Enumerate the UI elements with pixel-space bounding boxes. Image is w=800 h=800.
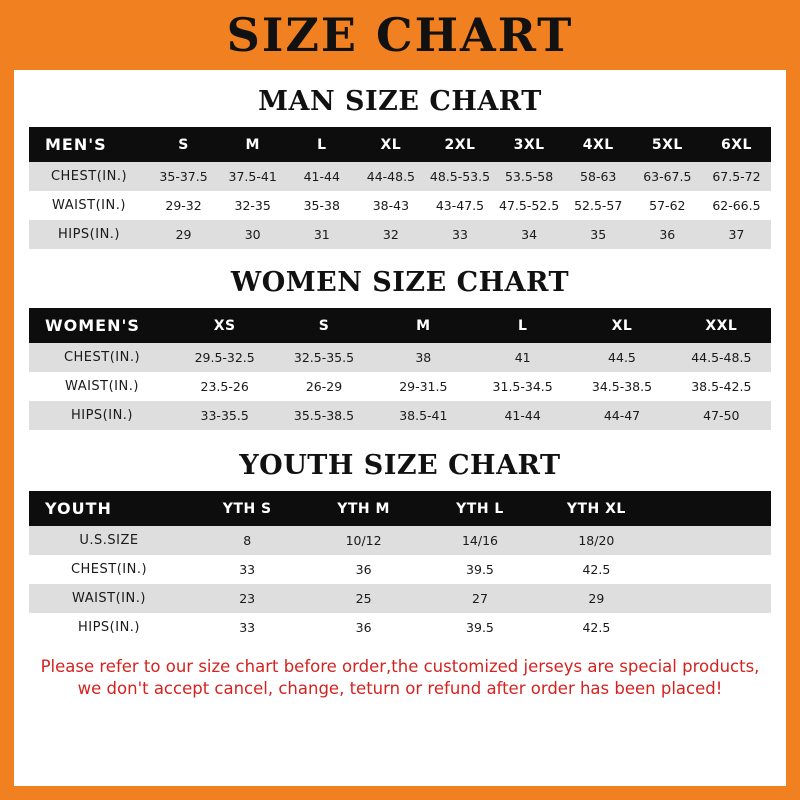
cell: 35-37.5	[149, 162, 218, 191]
cell: 35	[564, 220, 633, 249]
cell: 37	[702, 220, 771, 249]
cell: 33-35.5	[175, 401, 274, 430]
cell: 47-50	[672, 401, 771, 430]
cell: 38.5-41	[374, 401, 473, 430]
column-header: 4XL	[564, 127, 633, 162]
cell: 26-29	[274, 372, 373, 401]
cell: 29-31.5	[374, 372, 473, 401]
cell: 38-43	[356, 191, 425, 220]
column-header: 6XL	[702, 127, 771, 162]
cell: 41-44	[473, 401, 572, 430]
cell-spacer	[655, 613, 771, 642]
table-row	[29, 372, 771, 401]
table-row	[29, 613, 771, 642]
cell: 44-47	[572, 401, 671, 430]
column-header: M	[218, 127, 287, 162]
column-header: S	[274, 308, 373, 343]
cell: 29-32	[149, 191, 218, 220]
cell-spacer	[655, 526, 771, 555]
chart-content	[14, 86, 786, 701]
row-label: HIPS(IN.)	[29, 220, 149, 249]
column-header: 3XL	[495, 127, 564, 162]
row-label: HIPS(IN.)	[29, 613, 189, 642]
cell: 14/16	[422, 526, 538, 555]
column-header: YTH S	[189, 491, 305, 526]
cell: 53.5-58	[495, 162, 564, 191]
column-header: MEN'S	[29, 127, 149, 162]
row-label: WAIST(IN.)	[29, 372, 175, 401]
cell: 41	[473, 343, 572, 372]
cell: 62-66.5	[702, 191, 771, 220]
table-header-row	[29, 127, 771, 162]
cell: 57-62	[633, 191, 702, 220]
cell: 58-63	[564, 162, 633, 191]
column-header: YTH M	[305, 491, 421, 526]
page-title: SIZE CHART	[226, 8, 574, 62]
table-row	[29, 191, 771, 220]
man-size-table	[29, 127, 771, 249]
cell: 63-67.5	[633, 162, 702, 191]
youth-section-title: YOUTH SIZE CHART	[239, 450, 561, 481]
cell: 32-35	[218, 191, 287, 220]
cell: 23	[189, 584, 305, 613]
column-header: WOMEN'S	[29, 308, 175, 343]
cell: 23.5-26	[175, 372, 274, 401]
row-label: U.S.SIZE	[29, 526, 189, 555]
table-row	[29, 401, 771, 430]
table-row	[29, 555, 771, 584]
cell: 33	[189, 555, 305, 584]
cell: 39.5	[422, 613, 538, 642]
cell: 52.5-57	[564, 191, 633, 220]
table-header-row	[29, 491, 771, 526]
header-banner	[0, 0, 800, 70]
cell: 41-44	[287, 162, 356, 191]
table-row	[29, 584, 771, 613]
row-label: CHEST(IN.)	[29, 162, 149, 191]
cell: 10/12	[305, 526, 421, 555]
cell: 36	[305, 555, 421, 584]
cell: 32	[356, 220, 425, 249]
cell: 34	[495, 220, 564, 249]
row-label: CHEST(IN.)	[29, 555, 189, 584]
man-section-title: MAN SIZE CHART	[258, 86, 542, 117]
cell: 31	[287, 220, 356, 249]
cell: 36	[633, 220, 702, 249]
table-row	[29, 343, 771, 372]
cell: 39.5	[422, 555, 538, 584]
footer-note-line-2: we don't accept cancel, change, teturn or refund after order has been placed!	[77, 679, 723, 699]
column-header: XL	[356, 127, 425, 162]
column-header: YTH XL	[538, 491, 654, 526]
row-label: HIPS(IN.)	[29, 401, 175, 430]
table-row	[29, 220, 771, 249]
cell: 67.5-72	[702, 162, 771, 191]
row-label: WAIST(IN.)	[29, 584, 189, 613]
cell: 32.5-35.5	[274, 343, 373, 372]
row-label: CHEST(IN.)	[29, 343, 175, 372]
column-header: YOUTH	[29, 491, 189, 526]
cell: 35-38	[287, 191, 356, 220]
column-header: S	[149, 127, 218, 162]
cell-spacer	[655, 555, 771, 584]
cell: 30	[218, 220, 287, 249]
table-row	[29, 526, 771, 555]
table-row	[29, 162, 771, 191]
column-header: YTH L	[422, 491, 538, 526]
column-header: M	[374, 308, 473, 343]
cell: 38	[374, 343, 473, 372]
footer-note	[28, 656, 772, 701]
cell: 8	[189, 526, 305, 555]
cell: 27	[422, 584, 538, 613]
cell: 48.5-53.5	[425, 162, 494, 191]
women-section-title: WOMEN SIZE CHART	[230, 267, 570, 298]
cell: 34.5-38.5	[572, 372, 671, 401]
table-header-row	[29, 308, 771, 343]
column-header: XS	[175, 308, 274, 343]
cell: 33	[189, 613, 305, 642]
cell: 44-48.5	[356, 162, 425, 191]
column-header: 2XL	[425, 127, 494, 162]
cell: 44.5-48.5	[672, 343, 771, 372]
footer-note-line-1: Please refer to our size chart before order,the customized jerseys are special products,	[40, 657, 760, 676]
cell: 29	[149, 220, 218, 249]
cell: 43-47.5	[425, 191, 494, 220]
column-header: XL	[572, 308, 671, 343]
cell: 29	[538, 584, 654, 613]
column-header: 5XL	[633, 127, 702, 162]
cell: 25	[305, 584, 421, 613]
column-header: XXL	[672, 308, 771, 343]
cell-spacer	[655, 584, 771, 613]
cell: 29.5-32.5	[175, 343, 274, 372]
cell: 35.5-38.5	[274, 401, 373, 430]
cell: 33	[425, 220, 494, 249]
column-header-spacer	[655, 491, 771, 526]
cell: 38.5-42.5	[672, 372, 771, 401]
cell: 36	[305, 613, 421, 642]
youth-size-table	[29, 491, 771, 642]
row-label: WAIST(IN.)	[29, 191, 149, 220]
column-header: L	[287, 127, 356, 162]
cell: 42.5	[538, 613, 654, 642]
cell: 44.5	[572, 343, 671, 372]
women-size-table	[29, 308, 771, 430]
column-header: L	[473, 308, 572, 343]
cell: 31.5-34.5	[473, 372, 572, 401]
cell: 37.5-41	[218, 162, 287, 191]
cell: 42.5	[538, 555, 654, 584]
cell: 18/20	[538, 526, 654, 555]
cell: 47.5-52.5	[495, 191, 564, 220]
